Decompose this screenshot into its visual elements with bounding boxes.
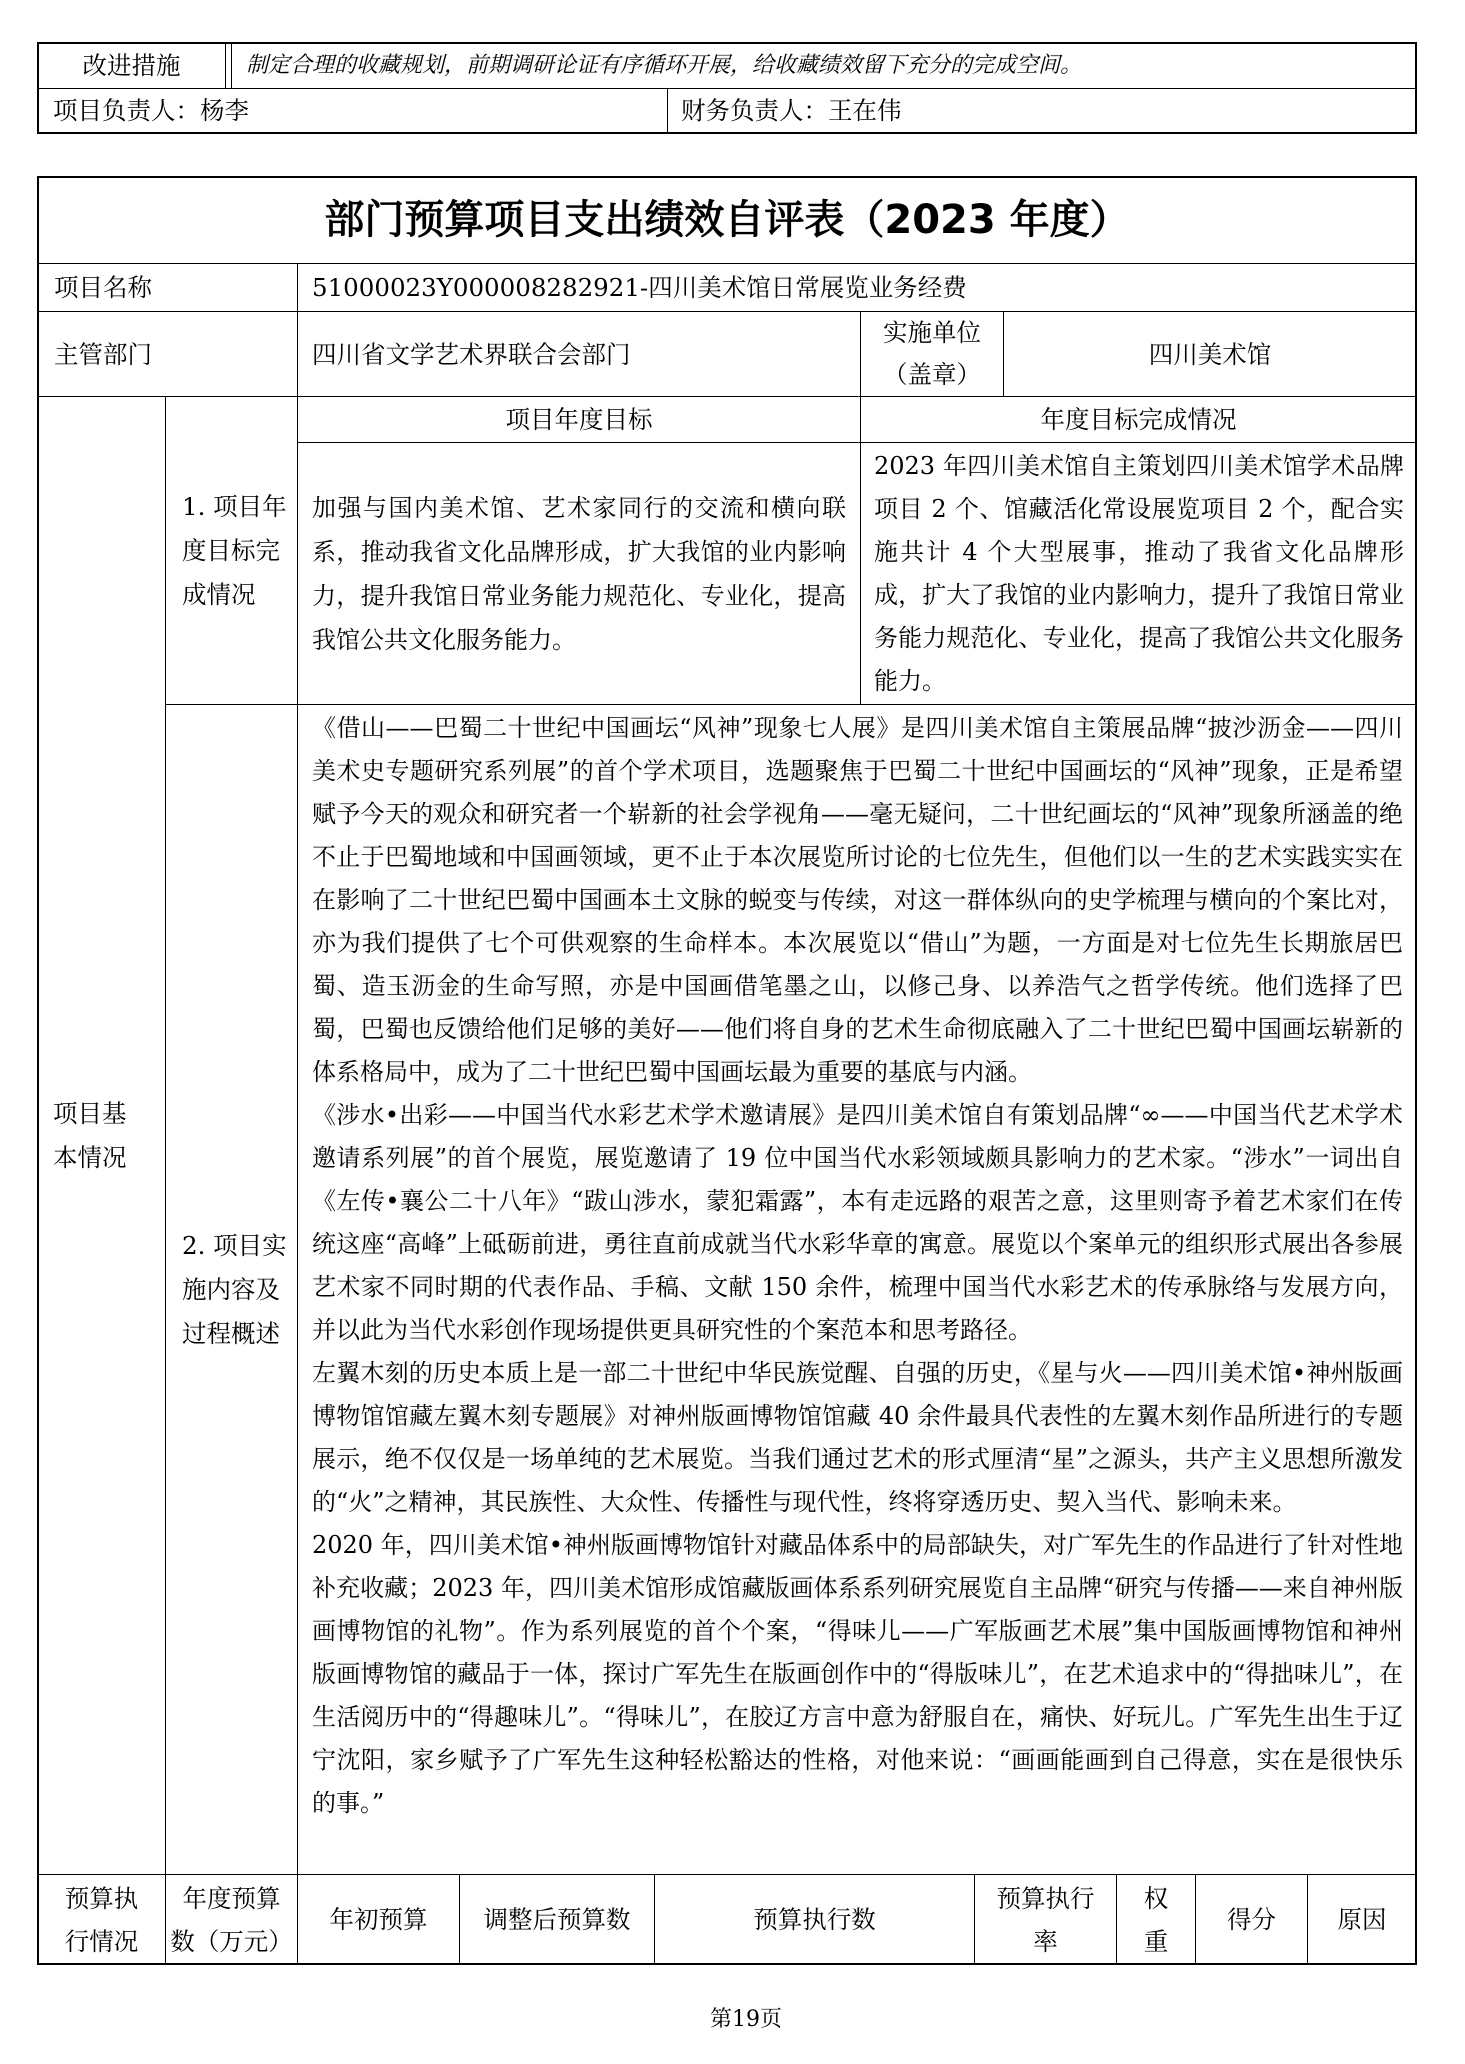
basic-info-label-text: 项目基 本情况 [53,1098,127,1172]
basic-info-label [37,396,166,1875]
completion-text [860,442,1417,705]
implementing-unit-label [860,311,1004,397]
department-label [37,311,298,397]
annual-goal-text [297,442,861,705]
annual-goal-header-text: 项目年度目标 [505,405,653,434]
table-divider-line [225,42,226,89]
table-title [37,176,1417,264]
completion-header [860,396,1417,443]
budget-column-header [1116,1874,1196,1965]
project-name-label-text: 项目名称 [54,273,152,302]
implementing-unit-value-text: 四川美术馆 [1148,339,1272,369]
budget-column-header [974,1874,1117,1965]
budget-column-header-text: 原因 [1337,1905,1387,1934]
finance-leader [668,89,1414,132]
project-name-value [297,263,1417,312]
goal-completion-label [165,396,298,705]
budget-column-header-text: 调整后预算数 [483,1905,631,1934]
table-title-text: 部门预算项目支出绩效自评表（2023 年度） [324,197,1130,243]
implementation-text [297,704,1417,1875]
improvement-measures-value: 制定合理的收藏规划，前期调研论证有序循环开展，给收藏绩效留下充分的完成空间。 [246,52,1083,78]
budget-execution-label-text: 预算执 行情况 [64,1883,139,1956]
budget-column-header-text: 权 重 [1143,1883,1169,1956]
improvement-measures-text [232,43,1414,88]
implementation-label-text: 2. 项目实 施内容及 过程概述 [182,1230,287,1348]
completion-header-text: 年度目标完成情况 [1040,405,1237,434]
project-leader [38,89,666,132]
budget-execution-label [37,1874,166,1965]
budget-column-header-text: 预算执行 率 [996,1883,1095,1956]
project-leader-text: 项目负责人：杨李 [53,95,249,125]
improvement-measures-label [38,43,225,88]
budget-column-header [1195,1874,1308,1965]
implementing-unit-label-text: 实施单位 （盖章） [883,318,981,389]
annual-budget-amount-label-text: 年度预算 数（万元） [170,1883,293,1956]
implementing-unit-value [1003,311,1417,397]
budget-column-header-text: 预算执行数 [753,1905,876,1934]
finance-leader-text: 财务负责人：王在伟 [681,95,902,125]
project-name-value-text: 51000023Y000008282921-四川美术馆日常展览业务经费 [312,273,967,302]
implementation-label [165,704,298,1875]
department-value [297,311,861,397]
budget-column-header [297,1874,460,1965]
implementation-paragraph: 《借山——巴蜀二十世纪中国画坛“风神”现象七人展》是四川美术馆自主策展品牌“披沙沥金——四川美术史专题研究系列展”的首个学术项目，选题聚焦于巴蜀二十世纪中国画坛的“风神”现象，正是希望赋予今天的观众和研究者一个崭新的社会学视角——毫无疑问，二十世纪画坛的“风神”现象所涵盖的绝不止于巴蜀地域和中国画领域，更不止于本次展览所讨论的七位先生，但他们以一生的艺术实践实实在在影响了二十世纪巴蜀中国画本土文脉的蜕变与传续，对这一群体纵向的史学梳理与横向的个案比对，亦为我们提供了七个可供观察的生命样本。本次展览以“借山”为题，一方面是对七位先生长期旅居巴蜀、造玉沥金的生命写照，亦是中国画借笔墨之山，以修己身、以养浩气之哲学传统。他们选择了巴蜀，巴蜀也反馈给他们足够的美好——他们将自身的艺术生命彻底融入了二十世纪巴蜀中国画坛崭新的体系格局中，成为了二十世纪巴蜀中国画坛最为重要的基底与内涵。 [312,714,1403,1086]
budget-column-header [1307,1874,1417,1965]
budget-column-header [654,1874,975,1965]
goal-completion-label-text: 1. 项目年 度目标完 成情况 [182,491,287,609]
budget-column-header-text: 得分 [1227,1905,1276,1934]
completion-value: 2023 年四川美术馆自主策划四川美术馆学术品牌项目 2 个、馆藏活化常设展览项目 2 个，配合实施共计 4 个大型展事，推动了我省文化品牌形成，扩大了我馆的业内影响力，提升了我馆日常业务能力规范化、专业化，提高了我馆公共文化服务能力。 [874,451,1404,695]
implementation-paragraph: 左翼木刻的历史本质上是一部二十世纪中华民族觉醒、自强的历史，《星与火——四川美术馆•神州版画博物馆馆藏左翼木刻专题展》对神州版画博物馆馆藏 40 余件最具代表性的左翼木刻作品所进行的专题展示，绝不仅仅是一场单纯的艺术展览。当我们通过艺术的形式厘清“星”之源头，共产主义思想所激发的“火”之精神，其民族性、大众性、传播性与现代性，终将穿透历史、契入当代、影响未来。 [312,1359,1403,1516]
implementation-paragraph: 《涉水•出彩——中国当代水彩艺术学术邀请展》是四川美术馆自有策划品牌“∞——中国当代艺术学术邀请系列展”的首个展览，展览邀请了 19 位中国当代水彩领域颇具影响力的艺术家。“涉水”一词出自《左传•襄公二十八年》“跋山涉水，蒙犯霜露”，本有走远路的艰苦之意，这里则寄予着艺术家们在传统这座“高峰”上砥砺前进，勇往直前成就当代水彩华章的寓意。展览以个案单元的组织形式展出各参展艺术家不同时期的代表作品、手稿、文献 150 余件，梳理中国当代水彩艺术的传承脉络与发展方向，并以此为当代水彩创作现场提供更具研究性的个案范本和思考路径。 [312,1101,1403,1344]
annual-goal-header [297,396,861,443]
department-label-text: 主管部门 [54,339,152,369]
improvement-measures-label-text: 改进措施 [82,50,181,80]
budget-column-header-text: 年初预算 [329,1905,428,1934]
department-value-text: 四川省文学艺术界联合会部门 [312,339,631,369]
budget-column-header [459,1874,655,1965]
implementation-paragraph: 2020 年，四川美术馆•神州版画博物馆针对藏品体系中的局部缺失，对广军先生的作品进行了针对性地补充收藏；2023 年，四川美术馆形成馆藏版画体系系列研究展览自主品牌“研究与传播——来自神州版画博物馆的礼物”。作为系列展览的首个个案，“得味儿——广军版画艺术展”集中国版画博物馆和神州版画博物馆的藏品于一体，探讨广军先生在版画创作中的“得版味儿”，在艺术追求中的“得拙味儿”，在生活阅历中的“得趣味儿”。“得味儿”，在胶辽方言中意为舒服自在，痛快、好玩儿。广军先生出生于辽宁沈阳，家乡赋予了广军先生这种轻松豁达的性格，对他来说：“画画能画到自己得意，实在是很快乐的事。” [312,1531,1403,1817]
annual-budget-amount-label [165,1874,298,1965]
project-name-label [37,263,298,312]
annual-goal-value: 加强与国内美术馆、艺术家同行的交流和横向联系，推动我省文化品牌形成，扩大我馆的业内影响力，提升我馆日常业务能力规范化、专业化，提高我馆公共文化服务能力。 [312,493,846,654]
page-number: 第19页 [710,2006,782,2032]
